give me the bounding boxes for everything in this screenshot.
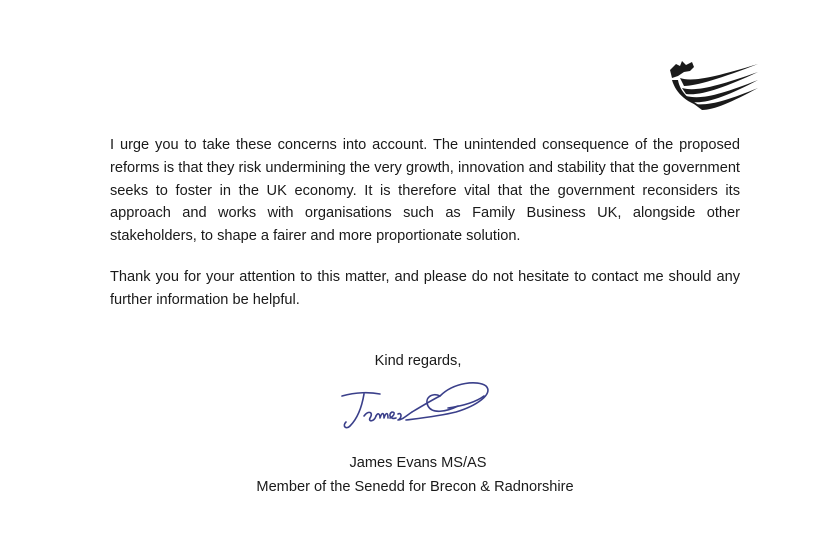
letter-paragraph-1: I urge you to take these concerns into account. The unintended consequence of the proposed reforms is that they risk undermining the very growth, innovation and stability that the government seeks to foster in the UK economy. It is therefore vital that the government reconsiders its approach and works with organisations such as Family Business UK, alongside other stakeholders, to shape a fairer and more proportionate solution. [110, 137, 740, 245]
signatory-name: James Evans MS/AS [349, 455, 487, 471]
signatory-role: Member of the Senedd for Brecon & Radnorshire [256, 479, 574, 495]
handwritten-signature [336, 372, 496, 440]
letter-paragraph-2: Thank you for your attention to this matter, and please do not hesitate to contact me should any further information be helpful. [110, 269, 740, 308]
senedd-dragon-logo-icon [662, 56, 762, 114]
closing-salutation: Kind regards, [374, 353, 462, 369]
